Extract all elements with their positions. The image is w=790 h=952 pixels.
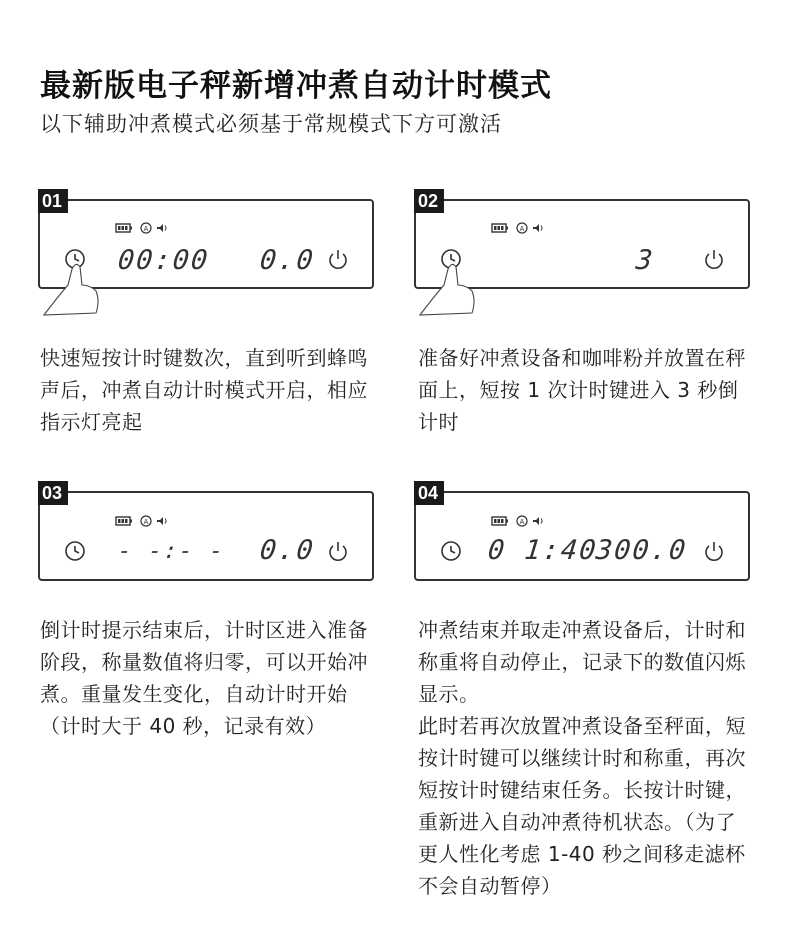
speaker-icon <box>533 517 542 525</box>
power-icon <box>330 542 346 560</box>
battery-icon <box>492 224 508 232</box>
auto-mode-icon <box>141 516 151 526</box>
panel-03 <box>38 481 374 591</box>
description-paragraph: 准备好冲煮设备和咖啡粉并放置在秤面上，短按 1 次计时键进入 3 秒倒计时 <box>418 346 746 434</box>
step-number: 03 <box>38 481 68 505</box>
battery-icon <box>116 224 132 232</box>
svg-text:A: A <box>519 226 525 233</box>
step-02-description <box>418 342 748 438</box>
timer-readout: - -:- - <box>116 539 227 564</box>
step-number: 04 <box>414 481 444 505</box>
step-number: 01 <box>38 189 68 213</box>
display-icons <box>38 481 378 591</box>
weight-readout: 0.0 <box>258 245 317 276</box>
speaker-icon <box>157 517 166 525</box>
power-icon <box>706 250 722 268</box>
panel-04 <box>414 481 750 591</box>
description-paragraph: 此时若再次放置冲煮设备至秤面，短按计时键可以继续计时和称重，再次短按计时键结束任务。长按计时键，重新进入自动冲煮待机状态。（为了更人性化考虑 1-40 秒之间移走滤杯不会自动暂停） <box>418 714 746 898</box>
auto-mode-icon <box>517 223 527 233</box>
page-title: 最新版电子秤新增冲煮自动计时模式 <box>40 68 552 104</box>
pressing-hand-icon <box>420 264 474 315</box>
step-04-description <box>418 614 752 902</box>
battery-icon <box>116 517 132 525</box>
description-paragraph: 快速短按计时键数次，直到听到蜂鸣声后，冲煮自动计时模式开启，相应指示灯亮起 <box>40 346 368 434</box>
panel-02 <box>414 189 750 319</box>
svg-text:A: A <box>143 226 149 233</box>
page-subtitle: 以下辅助冲煮模式必须基于常规模式下方可激活 <box>40 112 502 136</box>
speaker-icon <box>157 224 166 232</box>
timer-readout: 0 1:40 <box>486 535 600 566</box>
power-icon <box>706 542 722 560</box>
weight-readout: 300.0 <box>594 535 689 566</box>
svg-text:A: A <box>143 519 149 526</box>
description-paragraph: 倒计时提示结束后，计时区进入准备阶段，称量数值将归零，可以开始冲煮。重量发生变化，自动计时开始（计时大于 40 秒，记录有效） <box>40 618 368 738</box>
description-paragraph: 冲煮结束并取走冲煮设备后，计时和称重将自动停止，记录下的数值闪烁显示。 <box>418 618 746 706</box>
timer-key-icon <box>442 542 460 560</box>
step-number: 02 <box>414 189 444 213</box>
step-03-description <box>40 614 380 742</box>
panel-01 <box>38 189 374 319</box>
power-icon <box>330 250 346 268</box>
svg-text:A: A <box>519 519 525 526</box>
timer-key-icon <box>66 542 84 560</box>
pressing-hand-icon <box>44 264 98 315</box>
countdown-readout: 3 <box>634 245 656 276</box>
display-icons <box>414 189 754 319</box>
battery-icon <box>492 517 508 525</box>
step-01-description <box>40 342 380 438</box>
weight-readout: 0.0 <box>258 535 317 566</box>
auto-mode-icon <box>141 223 151 233</box>
auto-mode-icon <box>517 516 527 526</box>
speaker-icon <box>533 224 542 232</box>
timer-readout: 00:00 <box>116 245 211 276</box>
